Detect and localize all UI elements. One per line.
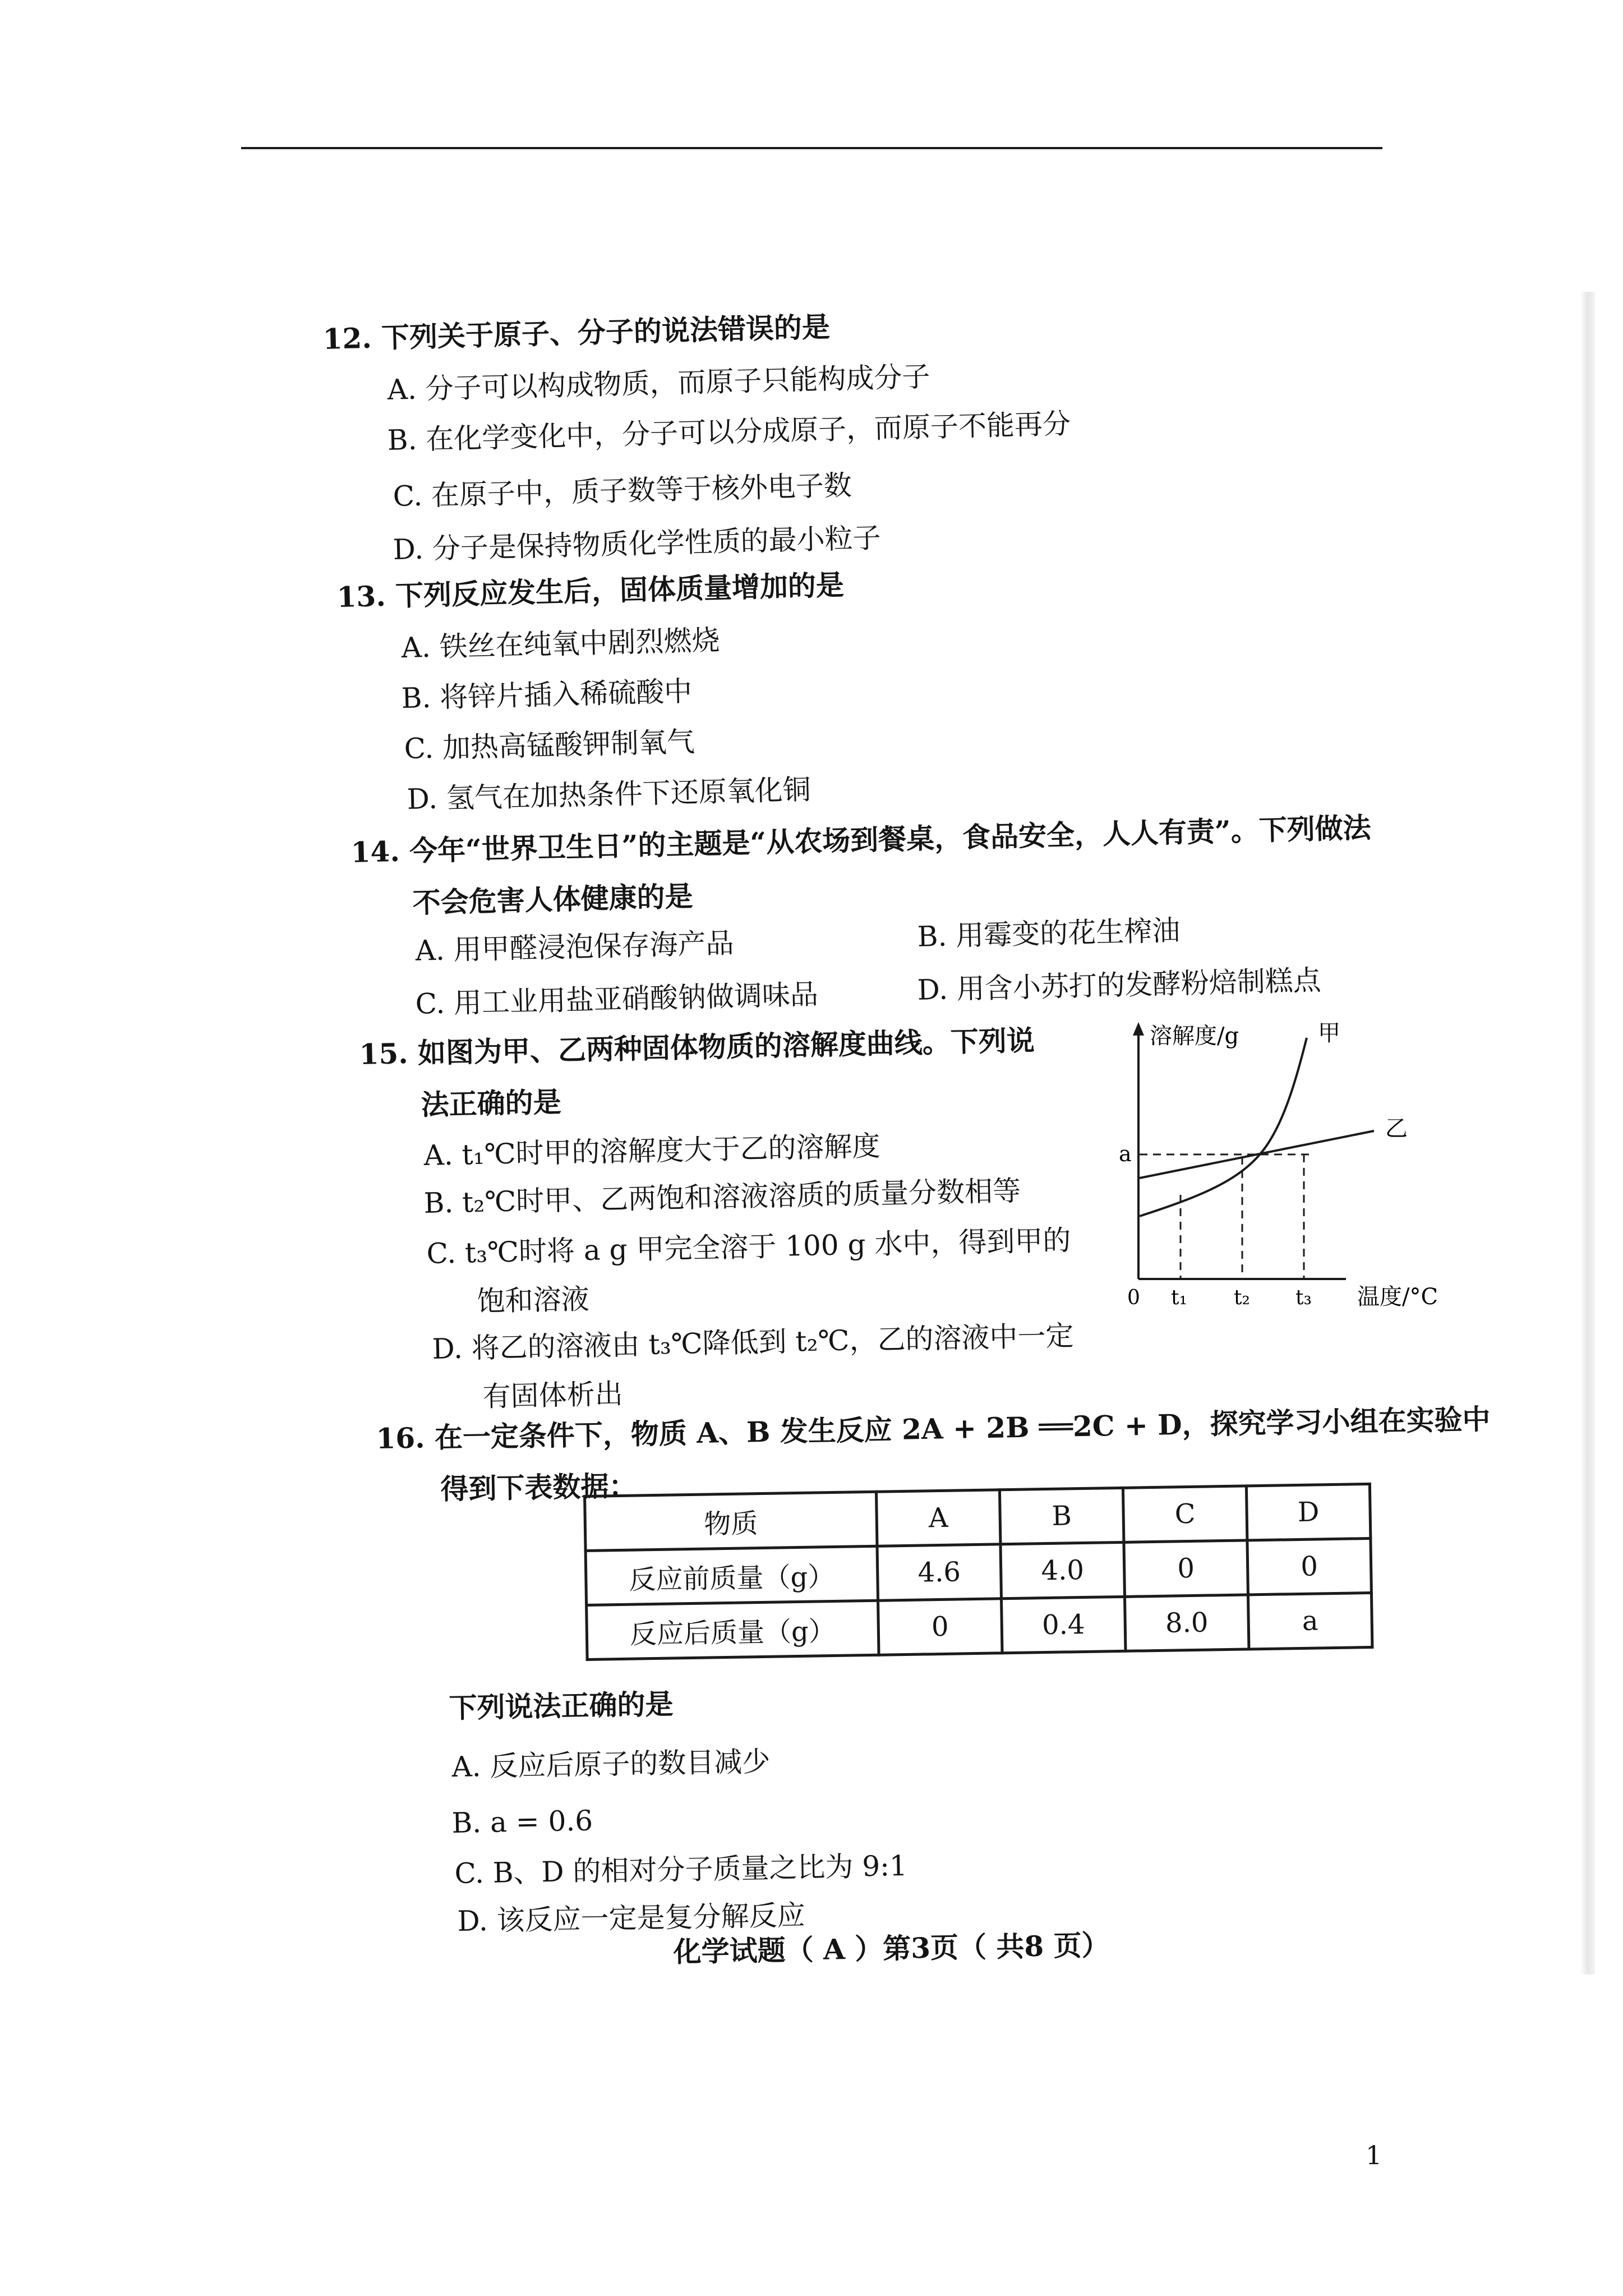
q15-option-c: C. t₃℃时将 a g 甲完全溶于 100 g 水中，得到甲的 (426, 1223, 1071, 1270)
table-cell: 0 (1247, 1538, 1371, 1594)
curve-yi (1140, 1131, 1374, 1178)
q16-option-d: D. 该反应一定是复分解反应 (457, 1899, 806, 1938)
q12-option-a: A. 分子可以构成物质，而原子只能构成分子 (387, 360, 931, 406)
q15-option-a: A. t₁℃时甲的溶解度大于乙的溶解度 (423, 1129, 881, 1172)
q12-stem: 12. 下列关于原子、分子的说法错误的是 (322, 310, 831, 356)
q13-option-a: A. 铁丝在纯氧中剧烈燃烧 (401, 624, 721, 664)
graph-x-label: 温度/°C (1357, 1284, 1438, 1310)
graph-origin: 0 (1127, 1286, 1140, 1309)
scan-shadow-edge (1580, 292, 1595, 1975)
tick-t3: t₃ (1295, 1286, 1312, 1309)
q13-stem: 13. 下列反应发生后，固体质量增加的是 (336, 568, 845, 614)
q16-prompt: 下列说法正确的是 (449, 1687, 674, 1724)
table-cell: 0 (878, 1599, 1002, 1655)
q16-stem-line2: 得到下表数据： (440, 1469, 637, 1506)
q15-option-d-cont: 有固体析出 (482, 1377, 624, 1413)
label-a: a (1119, 1142, 1132, 1166)
table-cell: 4.6 (877, 1544, 1001, 1600)
table-cell: 反应后质量（g） (587, 1600, 879, 1659)
solubility-graph (1094, 1010, 1475, 1313)
q14-option-d: D. 用含小苏打的发酵粉焙制糕点 (917, 964, 1322, 1006)
table-header-cell: 物质 (585, 1492, 877, 1550)
graph-y-label: 溶解度/g (1150, 1023, 1239, 1049)
table-cell: 4.0 (1000, 1542, 1124, 1598)
q15-option-d: D. 将乙的溶液由 t₃℃降低到 t₂℃，乙的溶液中一定 (432, 1319, 1075, 1365)
header-rule (241, 147, 1382, 149)
table-header-cell: D (1246, 1484, 1370, 1540)
q15-stem-line2: 法正确的是 (421, 1085, 562, 1121)
table-header-cell: A (876, 1490, 1000, 1546)
q16-data-table (583, 1483, 1373, 1661)
q14-option-a: A. 用甲醛浸泡保存海产品 (415, 927, 735, 967)
table-cell: a (1248, 1593, 1372, 1649)
q15-stem-line1: 15. 如图为甲、乙两种固体物质的溶解度曲线。下列说 (359, 1023, 1035, 1071)
q14-stem-line2: 不会危害人体健康的是 (412, 879, 694, 919)
q16-stem-line1: 16. 在一定条件下，物质 A、B 发生反应 2A + 2B ══2C + D，探究学习小组在实验中 (376, 1402, 1491, 1455)
curve-jia (1140, 1038, 1307, 1216)
table-header-cell: C (1123, 1486, 1247, 1542)
page-footer: 化学试题（ A ）第3页（ 共8 页） (673, 1928, 1110, 1968)
table-cell: 0 (1124, 1540, 1248, 1596)
q13-option-b: B. 将锌片插入稀硫酸中 (401, 675, 693, 715)
table-cell: 反应前质量（g） (585, 1546, 878, 1605)
tick-t2: t₂ (1234, 1286, 1250, 1309)
q15-option-c-cont: 饱和溶液 (477, 1282, 590, 1318)
q14-option-c: C. 用工业用盐亚硝酸钠做调味品 (415, 978, 819, 1020)
table-cell: 0.4 (1001, 1596, 1125, 1653)
label-jia: 甲 (1318, 1020, 1340, 1046)
q12-option-b: B. 在化学变化中，分子可以分成原子，而原子不能再分 (387, 407, 1071, 457)
page-number: 1 (1366, 2140, 1382, 2170)
q14-stem-line1: 14. 今年“世界卫生日”的主题是“从农场到餐桌，食品安全，人人有责”。下列做法 (351, 811, 1372, 869)
q13-option-c: C. 加热高锰酸钾制氧气 (404, 725, 695, 765)
table-cell: 8.0 (1124, 1595, 1248, 1651)
table-header-cell: B (999, 1488, 1123, 1544)
q12-option-d: D. 分子是保持物质化学性质的最小粒子 (393, 521, 882, 566)
q12-option-c: C. 在原子中，质子数等于核外电子数 (393, 469, 852, 513)
q13-option-d: D. 氢气在加热条件下还原氧化铜 (407, 773, 811, 816)
label-yi: 乙 (1385, 1116, 1408, 1142)
q15-option-b: B. t₂℃时甲、乙两饱和溶液溶质的质量分数相等 (423, 1174, 1021, 1220)
q14-option-b: B. 用霉变的花生榨油 (917, 914, 1181, 953)
table-row (587, 1593, 1372, 1659)
q16-option-a: A. 反应后原子的数目减少 (451, 1745, 771, 1783)
tick-t1: t₁ (1171, 1286, 1187, 1309)
q16-option-c: C. B、D 的相对分子质量之比为 9:1 (454, 1849, 908, 1890)
q16-option-b: B. a = 0.6 (451, 1804, 593, 1839)
graph-y-arrow (1133, 1022, 1144, 1036)
